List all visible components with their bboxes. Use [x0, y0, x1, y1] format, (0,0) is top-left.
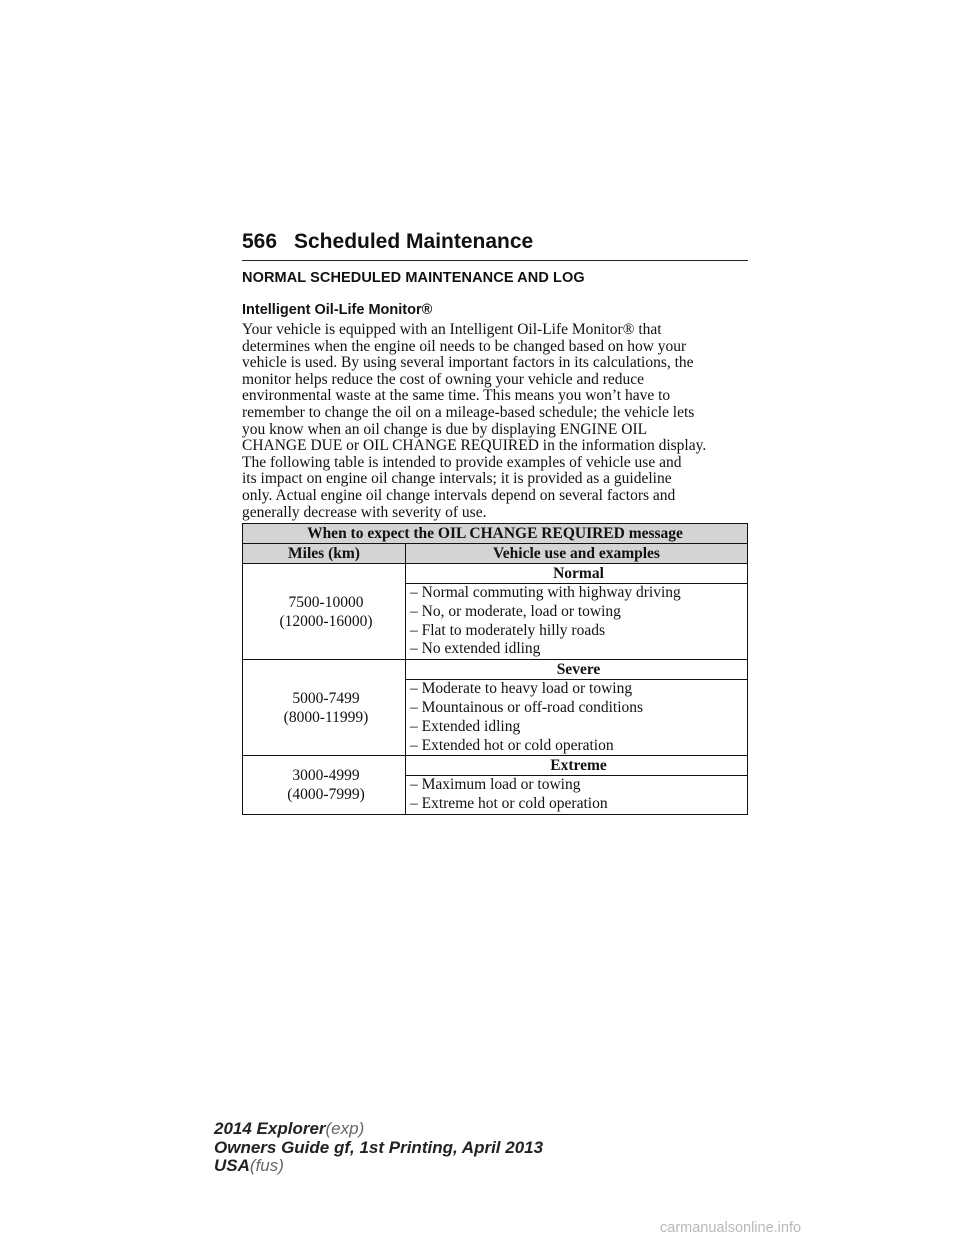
chapter-title: Scheduled Maintenance [294, 230, 534, 253]
list-item: – No extended idling [410, 640, 541, 658]
footer-line-model [214, 1120, 543, 1139]
table-row [243, 564, 748, 584]
list-item: – Extreme hot or cold operation [410, 795, 608, 813]
page-number: 566 [242, 230, 278, 253]
body-line: Your vehicle is equipped with an Intelligent Oil-Life Monitor® that [242, 321, 662, 338]
footer-line-market [214, 1157, 543, 1176]
table-title: When to expect the OIL CHANGE REQUIRED message [243, 524, 748, 544]
footer-market: USA [214, 1156, 250, 1175]
km-value: (8000-11999) [283, 708, 369, 726]
header-vehicle-use: Vehicle use and examples [406, 544, 748, 564]
body-line: you know when an oil change is due by displaying ENGINE OIL [242, 420, 648, 438]
body-paragraph [242, 322, 762, 521]
body-line: The following table is intended to provide examples of vehicle use and [242, 453, 682, 471]
list-item: – Extended idling [410, 717, 521, 735]
miles-value: 5000-7499 [292, 689, 360, 707]
footer-printing: Owners Guide gf, 1st Printing, April 2013 [214, 1137, 544, 1157]
list-item: – Extended hot or cold operation [410, 736, 614, 754]
body-line: monitor helps reduce the cost of owning your vehicle and reduce [242, 370, 645, 388]
body-line: CHANGE DUE or OIL CHANGE REQUIRED in the information display. [242, 437, 707, 455]
miles-cell [243, 564, 406, 660]
list-item: – Flat to moderately hilly roads [410, 621, 606, 639]
page-header [242, 230, 748, 261]
category-label: Normal [406, 564, 748, 584]
list-item: – No, or moderate, load or towing [410, 602, 621, 620]
examples-cell [406, 776, 748, 815]
examples-cell [406, 680, 748, 756]
table-row [243, 756, 748, 776]
footer-line-printing [214, 1139, 543, 1158]
footer-model-code: (exp) [325, 1119, 365, 1138]
body-line: vehicle is used. By using several important factors in its calculations, the [242, 354, 694, 372]
body-line: environmental waste at the same time. This means you won’t have to [242, 387, 671, 405]
body-line: generally decrease with severity of use. [242, 503, 487, 521]
table-row [243, 660, 748, 680]
document-footer [214, 1120, 543, 1176]
oil-change-table [242, 523, 748, 815]
footer-market-code: (fus) [249, 1156, 284, 1175]
table-title-row [243, 524, 748, 544]
body-line: remember to change the oil on a mileage-based schedule; the vehicle lets [242, 403, 695, 421]
list-item: – Maximum load or towing [410, 776, 581, 794]
examples-cell [406, 584, 748, 660]
category-label: Severe [406, 660, 748, 680]
miles-value: 3000-4999 [292, 767, 360, 785]
list-item: – Normal commuting with highway driving [410, 584, 681, 601]
body-line: only. Actual engine oil change intervals depend on several factors and [242, 486, 676, 504]
km-value: (4000-7999) [287, 786, 365, 804]
header-miles: Miles (km) [243, 544, 406, 564]
miles-cell [243, 660, 406, 756]
footer-model: 2014 Explorer [214, 1119, 326, 1138]
body-line: its impact on engine oil change intervals; it is provided as a guideline [242, 470, 672, 488]
list-item: – Mountainous or off-road conditions [410, 698, 644, 716]
miles-cell [243, 756, 406, 815]
km-value: (12000-16000) [279, 612, 373, 630]
category-label: Extreme [406, 756, 748, 776]
body-line: determines when the engine oil needs to be changed based on how your [242, 337, 687, 355]
section-title: NORMAL SCHEDULED MAINTENANCE AND LOG [242, 270, 585, 286]
subtitle: Intelligent Oil-Life Monitor® [242, 302, 433, 318]
list-item: – Moderate to heavy load or towing [410, 680, 633, 698]
table-header-row [243, 544, 748, 564]
miles-value: 7500-10000 [288, 593, 364, 611]
watermark: carmanualsonline.info [660, 1220, 802, 1236]
